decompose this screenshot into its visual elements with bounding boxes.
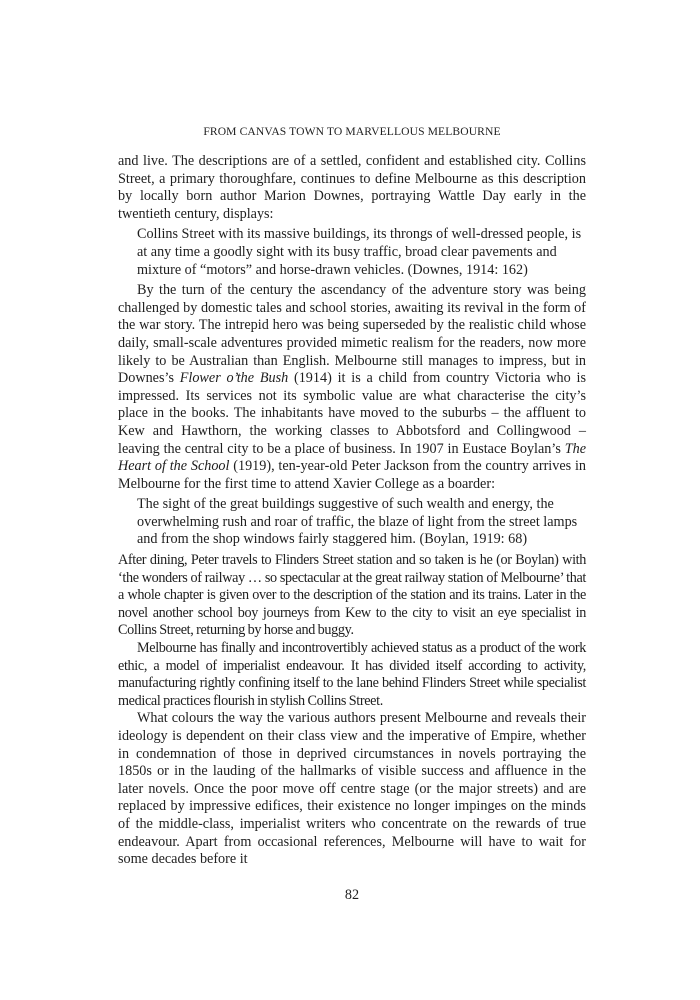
running-header: FROM CANVAS TOWN TO MARVELLOUS MELBOURNE	[203, 125, 501, 138]
paragraph-2-text-a: By the turn of the century the ascendancy of the adventure story was being challenged by domestic tales and school stories, awaiting its revival in the form of the war story. The intrepid hero was being superseded by the realistic child whose daily, small-scale adventures provided mimetic realism for the readers, now more likely to be Australian than English. Melbourne still manages to impress, but in Downes’s	[118, 282, 586, 387]
body-text	[118, 153, 586, 869]
paragraph-5: What colours the way the various authors present Melbourne and reveals their ideology is dependent on their class view and the imperative of Empire, whether in condemnation of those in deprived circumstances in novels portraying the 1850s or in the lauding of the hallmarks of visible success and affluence in the later novels. Once the poor move off centre stage (or the major streets) and are replaced by impressive edifices, their existence no longer impinges on the minds of the middle-class, imperialist writers who concentrate on the rewards of true endeavour. Apart from occasional references, Melbourne will have to wait for some decades before it	[118, 710, 586, 868]
paragraph-2-text-c: (1919), ten-year-old Peter Jackson from the country arrives in Melbourne for the first time to attend Xavier College as a boarder:	[118, 458, 586, 492]
book-title-heart-of-the-school: The Heart of the School	[118, 440, 586, 475]
block-quote-boylan: The sight of the great buildings suggestive of such wealth and energy, the overwhelming rush and roar of traffic, the blaze of light from the street lamps and from the shop windows fairly staggered him. (Boylan, 1919: 68)	[137, 496, 578, 548]
paragraph-3: After dining, Peter travels to Flinders Street station and so taken is he (or Boylan) with ‘the wonders of railway … so spectacular at the great railway station of Melbourne’ that a whole chapter is given over to the description of the station and its trains. Later in the novel another school boy journeys from Kew to the city to visit an eye specialist in Collins Street, returning by horse and buggy.	[118, 552, 586, 639]
paragraph-2	[118, 282, 586, 493]
page-number: 82	[344, 887, 360, 903]
book-title-flower-o-the-bush: Flower o’the Bush	[179, 370, 289, 387]
block-quote-downes: Collins Street with its massive buildings, its throngs of well-dressed people, is at any time a goodly sight with its busy traffic, broad clear pavements and mixture of “motors” and horse-drawn vehicles. (Downes, 1914: 162)	[137, 226, 582, 278]
paragraph-1: and live. The descriptions are of a settled, confident and established city. Collins Street, a primary thoroughfare, continues to define Melbourne as this description by locally born author Marion Downes, portraying Wattle Day early in the twentieth century, displays:	[118, 153, 586, 222]
paragraph-2-text-b: (1914) it is a child from country Victoria who is impressed. Its services not its symbolic value are what characterise the city’s place in the books. The inhabitants have moved to the suburbs – the affluent to Kew and Hawthorn, the working classes to Abbotsford and Collingwood – leaving the central city to be a place of business. In 1907 in Eustace Boylan’s	[118, 370, 586, 457]
paragraph-4: Melbourne has finally and incontrovertibly achieved status as a product of the work ethic, a model of imperialist endeavour. It has divided itself according to activity, manufacturing rightly confining itself to the lane behind Flinders Street while specialist medical practices flourish in stylish Collins Street.	[118, 640, 586, 709]
